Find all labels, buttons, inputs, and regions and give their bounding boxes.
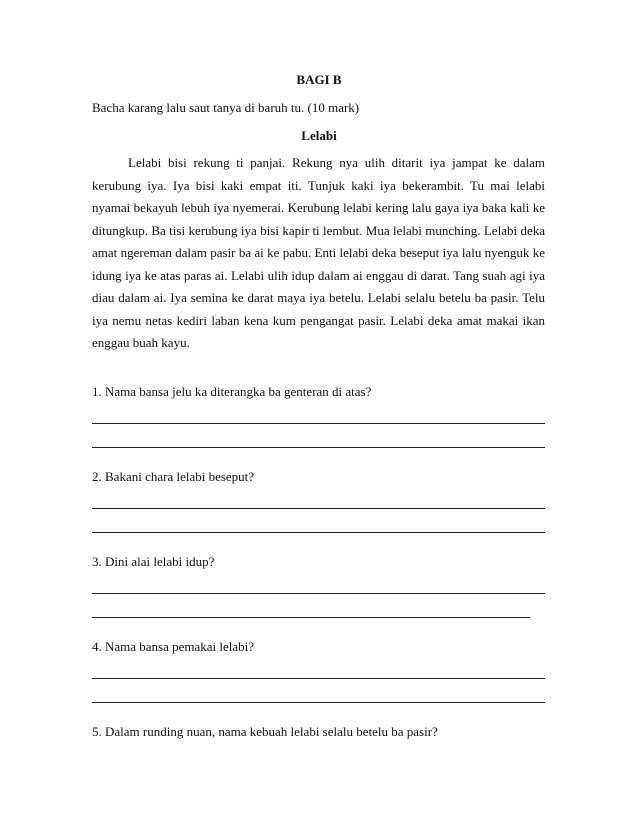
question-item [92, 723, 547, 741]
question-item [92, 638, 547, 723]
question-text: 1. Nama bansa jelu ka diterangka ba genteran di atas? [92, 384, 372, 399]
story-passage: Lelabi bisi rekung ti panjai. Rekung nya ulih ditarit iya jampat ke dalam kerubung iya. Iya bisi kaki empat iti. Tunjuk kaki iya bekerambit. Tu mai lelabi nyamai bekayuh lebuh iya nyemerai. Kerubung lelabi kering lalu gaya iya baka kali ke ditungkup. Ba tisi kerubung iya bisi kapir ti lembut. Mua lelabi munching. Lelabi deka amat ngereman dalam pasir ba ai ke pabu. Enti lelabi deka beseput iya lalu nyenguk ke idung iya ke atas paras ai. Lelabi ulih idup dalam ai enggau di darat. Tang suah agi iya diau dalam ai. Iya semina ke darat maya iya betelu. Lelabi selalu betelu ba pasir. Telu iya nemu netas kediri laban kena kum pengangat pasir. Lelabi deka amat makai ikan enggau buah kayu. [92, 155, 545, 350]
question-item [92, 553, 547, 638]
question-item [92, 468, 547, 553]
story-title: Lelabi [301, 128, 337, 143]
section-title: BAGI B [296, 72, 342, 87]
instruction-text: Bacha karang lalu saut tanya di baruh tu. (10 mark) [92, 100, 360, 115]
question-text: 4. Nama bansa pemakai lelabi? [92, 639, 255, 654]
question-item [92, 383, 547, 468]
question-text: 2. Bakani chara lelabi beseput? [92, 469, 255, 484]
question-list [92, 383, 547, 741]
question-text: 5. Dalam runding nuan, nama kebuah lelabi selalu betelu ba pasir? [92, 724, 438, 739]
question-text: 3. Dini alai lelabi idup? [92, 554, 215, 569]
